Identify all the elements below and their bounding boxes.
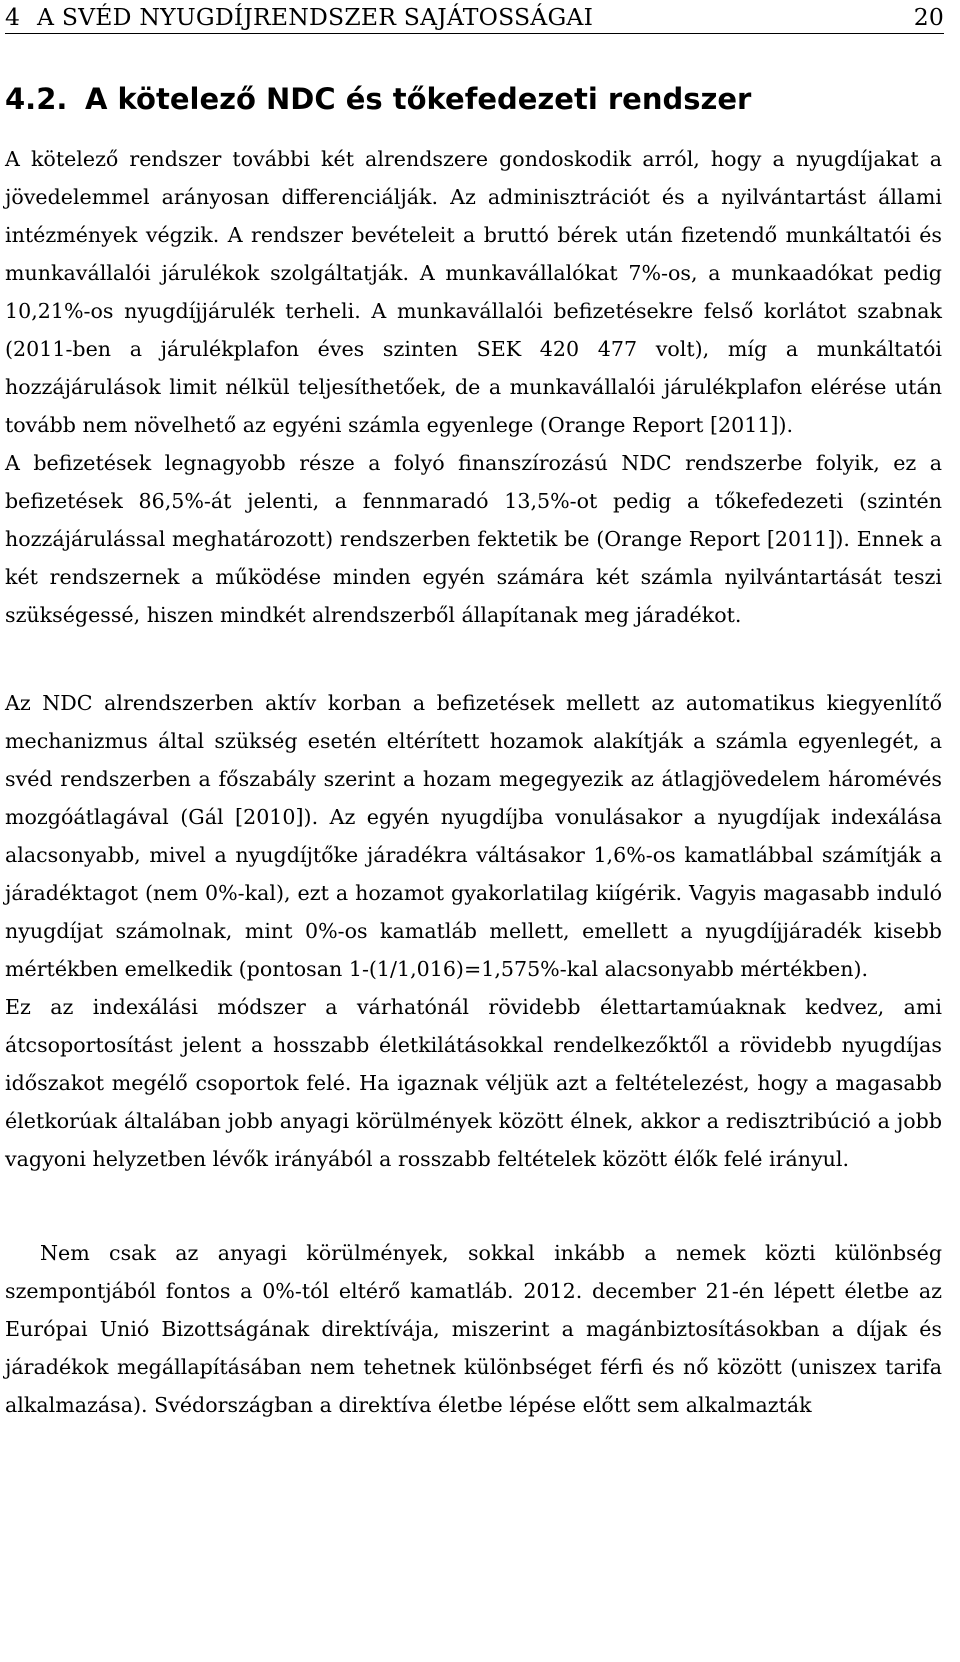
paragraph: A befizetések legnagyobb része a folyó finanszírozású NDC rendszerbe folyik, ez a befizetések 86,5%-át jelenti, a fennmaradó 13,5%-ot pedig a tőkefedezeti (szintén hozzájárulással meghatározott) rendszerben fektetik be (Orange Report [2011]). Ennek a két rendszernek a működése minden egyén számára két számla nyilvántartását teszi szükségessé, hiszen mindkét alrendszerből állapítanak meg járadékot. xyxy=(5,451,942,627)
section-title: A kötelező NDC és tőkefedezeti rendszer xyxy=(85,82,752,116)
body-text xyxy=(5,140,942,1424)
chapter-title: A SVÉD NYUGDÍJRENDSZER SAJÁTOSSÁGAI xyxy=(37,3,594,31)
paragraph: Ez az indexálási módszer a várhatónál rövidebb élettartamúaknak kedvez, ami átcsoportosítást jelent a hosszabb életkilátásokkal rendelkezőktől a rövidebb nyugdíjas időszakot megélő csoportok felé. Ha igaznak véljük azt a feltételezést, hogy a magasabb életkorúak általában jobb anyagi körülmények között élnek, akkor a redisztribúció a jobb vagyoni helyzetben lévők irányából a rosszabb feltételek között élők felé irányul. xyxy=(5,995,942,1171)
page-number: 20 xyxy=(913,3,944,31)
paragraph: A kötelező rendszer további két alrendszere gondoskodik arról, hogy a nyugdíjakat a jövedelemmel arányosan differenciálják. Az adminisztrációt és a nyilvántartást állami intézmények végzik. A rendszer bevételeit a bruttó bérek után fizetendő munkáltatói és munkavállalói járulékok szolgáltatják. A munkavállalókat 7%-os, a munkaadókat pedig 10,21%-os nyugdíjjárulék terheli. A munkavállalói befizetésekre felső korlátot szabnak (2011-ben a járulékplafon éves szinten SEK 420 477 volt), míg a munkáltatói hozzájárulások limit nélkül teljesíthetőek, de a munkavállalói járulékplafon elérése után tovább nem növelhető az egyéni számla egyenlege (Orange Report [2011]). xyxy=(5,147,942,437)
section-number: 4.2. xyxy=(5,82,68,116)
paragraph: Az NDC alrendszerben aktív korban a befizetések mellett az automatikus kiegyenlítő mechanizmus által szükség esetén eltérített hozamok alakítják a számla egyenlegét, a svéd rendszerben a főszabály szerint a hozam megegyezik az átlagjövedelem háromévés mozgóátlagával (Gál [2010]). Az egyén nyugdíjba vonulásakor a nyugdíjak indexálása alacsonyabb, mivel a nyugdíjtőke járadékra váltásakor 1,6%-os kamatlábbal számítják a járadéktagot (nem 0%-kal), ezt a hozamot gyakorlatilag kiígérik. Vagyis magasabb induló nyugdíjat számolnak, mint 0%-os kamatláb mellett, emellett a nyugdíjjáradék kisebb mértékben emelkedik (pontosan 1-(1/1,016)=1,575%-kal alacsonyabb mértékben). xyxy=(5,691,942,981)
chapter-number: 4 xyxy=(5,3,21,31)
page-header xyxy=(5,3,944,34)
paragraph: Nem csak az anyagi körülmények, sokkal inkább a nemek közti különbség szempontjából fontos a 0%-tól eltérő kamatláb. 2012. december 21-én lépett életbe az Európai Unió Bizottságának direktívája, miszerint a magánbiztosításokban a díjak és járadékok megállapításában nem tehetnek különbséget férfi és nő között (uniszex tarifa alkalmazása). Svédországban a direktíva életbe lépése előtt sem alkalmazták xyxy=(5,1241,942,1417)
section-heading xyxy=(5,82,751,116)
